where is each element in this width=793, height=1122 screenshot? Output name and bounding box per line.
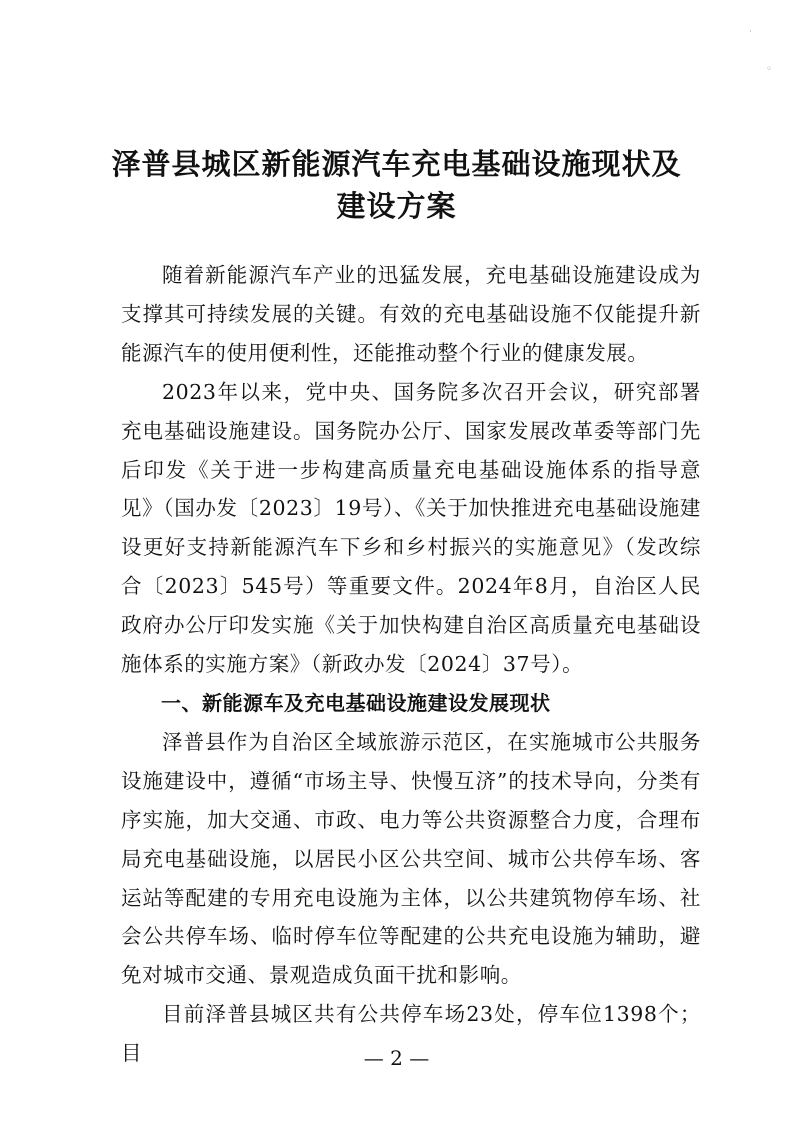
- paragraph-section-1: 泽普县作为自治区全域旅游示范区，在实施城市公共服务设施建设中，遵循“市场主导、快慢互济”的技术导向，分类有序实施，加大交通、市政、电力等公共资源整合力度，合理布局充电基础设施，以居民小区公共空间、城市公共停车场、客运站等配建的专用充电设施为主体，以公共建筑物停车场、社会公共停车场、临时停车位等配建的公共充电设施为辅助，避免对城市交通、景观造成负面干扰和影响。: [121, 729, 701, 988]
- paragraph-intro: 随着新能源汽车产业的迅猛发展，充电基础设施建设成为支撑其可持续发展的关键。有效的充电基础设施不仅能提升新能源汽车的使用便利性，还能推动整个行业的健康发展。: [121, 263, 701, 365]
- paragraph-section-2: 目前泽普县城区共有公共停车场23处，停车位1398个；目: [121, 1002, 701, 1066]
- document-body: [121, 256, 701, 1073]
- scan-mark-icon: ˙: [748, 30, 753, 41]
- page-number: — 2 —: [363, 1046, 430, 1070]
- document-title-line-2: 建设方案: [336, 189, 457, 223]
- document-title-line-1: 泽普县城区新能源汽车充电基础设施现状及: [111, 147, 682, 181]
- paragraph-policy: 2023年以来，党中央、国务院多次召开会议，研究部署充电基础设施建设。国务院办公厅、国家发展改革委等部门先后印发《关于进一步构建高质量充电基础设施体系的指导意见》（国办发〔2023〕19号）、《关于加快推进充电基础设施建设更好支持新能源汽车下乡和乡村振兴的实施意见》（发改综合〔2023〕545号）等重要文件。2024年8月，自治区人民政府办公厅印发实施《关于加快构建自治区高质量充电基础设施体系的实施方案》（新政办发〔2024〕37号）。: [121, 379, 701, 677]
- scan-mark-icon: ◦: [766, 64, 772, 75]
- section-heading: 一、新能源车及充电基础设施建设发展现状: [161, 690, 551, 715]
